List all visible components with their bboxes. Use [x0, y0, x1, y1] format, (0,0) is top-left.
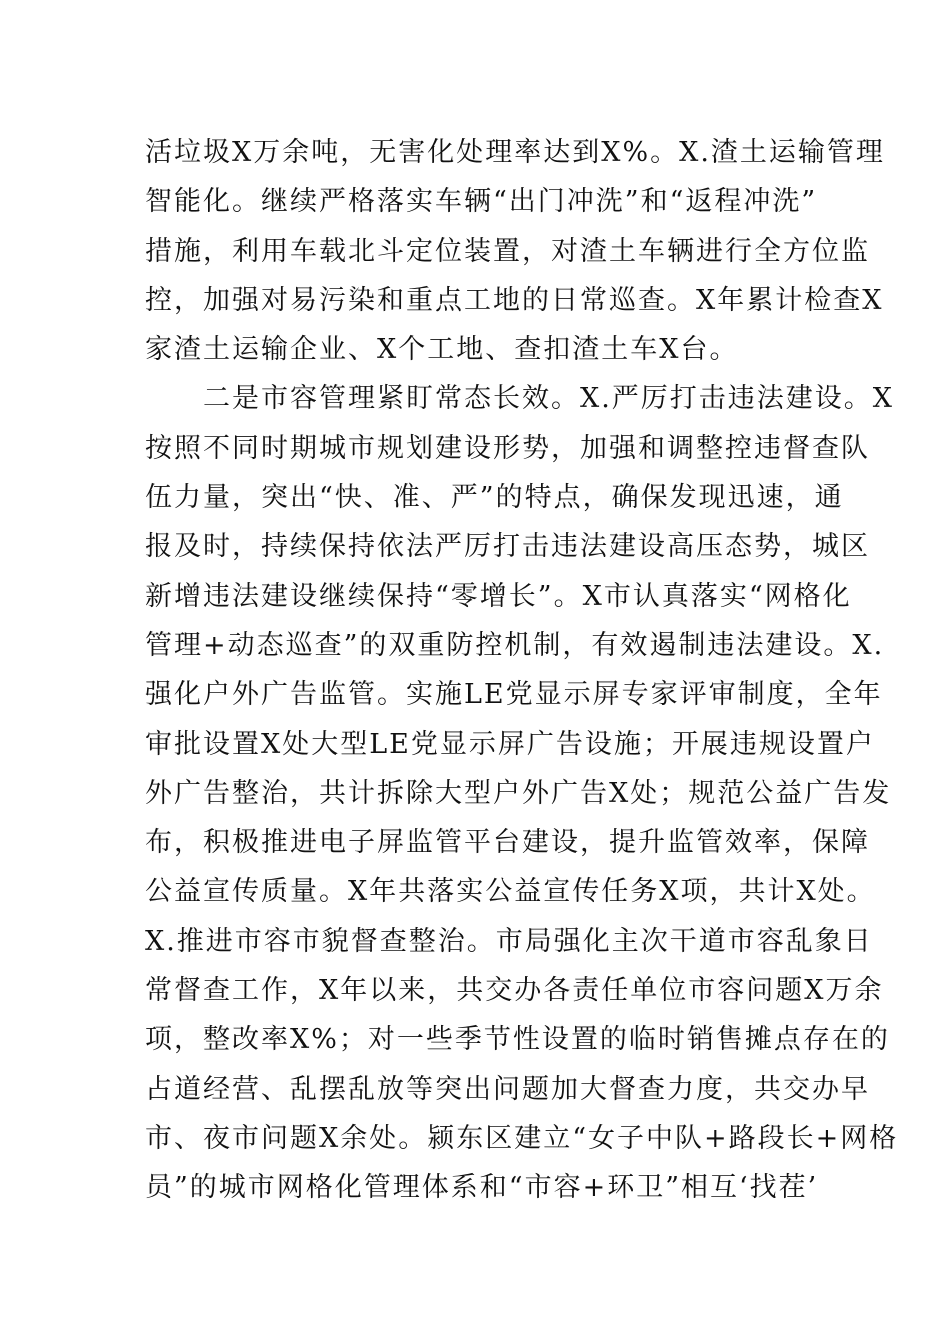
text-line: 伍力量，突出“快、准、严”的特点，确保发现迅速，通 [145, 482, 844, 514]
text-line: X.推进市容市貌督查整治。市局强化主次干道市容乱象日 [145, 925, 873, 957]
text-line: 控，加强对易污染和重点工地的日常巡查。X年累计检查X [145, 284, 884, 316]
text-line: 员”的城市网格化管理体系和“市容+环卫”相互‘找茬’ [145, 1172, 819, 1204]
text-line: 措施，利用车载北斗定位装置，对渣土车辆进行全方位监 [145, 235, 870, 267]
text-line: 强化户外广告监管。实施LE党显示屏专家评审制度，全年 [145, 679, 883, 711]
text-line: 按照不同时期城市规划建设形势，加强和调整控违督查队 [145, 432, 870, 464]
text-line: 管理+动态巡查”的双重防控机制，有效遏制违法建设。X. [145, 629, 885, 661]
text-line: 活垃圾X万余吨，无害化处理率达到X%。X.渣土运输管理 [145, 137, 885, 168]
text-line: 市、夜市问题X余处。颍东区建立“女子中队+路段长+网格 [145, 1122, 899, 1154]
text-line: 智能化。继续严格落实车辆“出门冲洗”和“返程冲洗” [145, 186, 818, 218]
text-line: 二是市容管理紧盯常态长效。X.严厉打击违法建设。X [145, 383, 895, 415]
text-line: 占道经营、乱摆乱放等突出问题加大督查力度，共交办早 [145, 1073, 870, 1105]
text-line: 家渣土运输企业、X个工地、查扣渣土车X台。 [145, 334, 739, 366]
text-line: 公益宣传质量。X年共落实公益宣传任务X项，共计X处。 [145, 876, 876, 908]
text-line: 常督查工作，X年以来，共交办各责任单位市容问题X万余 [145, 975, 884, 1007]
text-line: 布，积极推进电子屏监管平台建设，提升监管效率，保障 [145, 827, 870, 859]
body-text [145, 128, 899, 1213]
text-line: 报及时，持续保持依法严厉打击违法建设高压态势，城区 [145, 531, 870, 563]
text-line: 新增违法建设继续保持“零增长”。X市认真落实“网格化 [145, 580, 852, 612]
text-line: 审批设置X处大型LE党显示屏广告设施；开展违规设置户 [145, 728, 875, 760]
text-line: 外广告整治，共计拆除大型户外广告X处；规范公益广告发 [145, 777, 892, 809]
text-line: 项，整改率X%；对一些季节性设置的临时销售摊点存在的 [145, 1024, 890, 1056]
